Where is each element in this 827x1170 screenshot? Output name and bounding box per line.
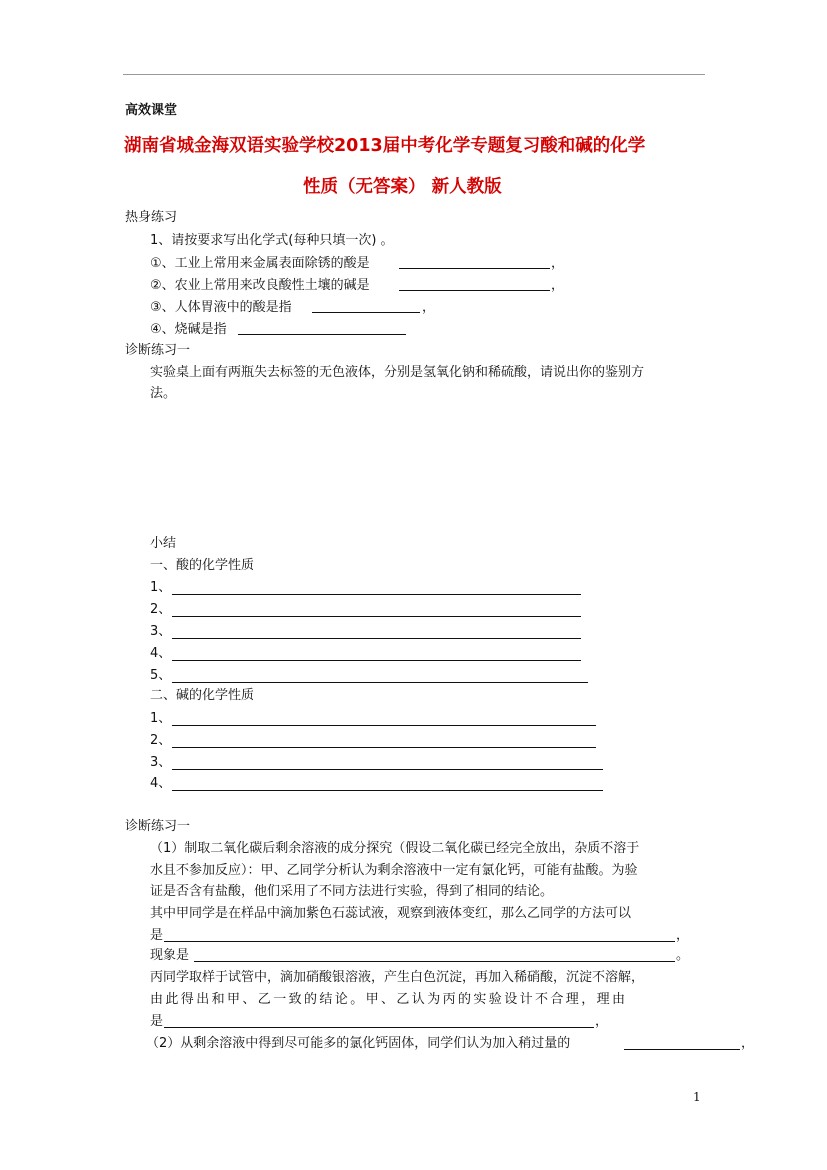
warmup-heading: 热身练习	[125, 210, 178, 225]
brand-label: 高效课堂	[125, 103, 178, 118]
answer-blank[interactable]	[194, 961, 675, 962]
comma: ，	[422, 300, 436, 315]
answer-prefix: 是	[150, 1014, 164, 1029]
answer-line[interactable]	[172, 790, 603, 791]
diagnostic1-line-2: 法。	[150, 386, 177, 401]
diagnostic2-paragraph-line: 证是否含有盐酸，他们采用了不同方法进行实验，得到了相同的结论。	[150, 884, 554, 899]
answer-blank[interactable]	[399, 290, 550, 291]
answer-blank[interactable]	[399, 268, 550, 269]
diagnostic1-line-1: 实验桌上面有两瓶失去标签的无色液体，分别是氢氧化钠和稀硫酸，请说出你的鉴别方	[150, 365, 645, 380]
phenomenon-label: 现象是	[150, 948, 190, 963]
summary-heading: 小结	[150, 536, 177, 551]
warmup-question-1: 1、请按要求写出化学式(每种只填一次) 。	[150, 233, 394, 248]
acid-properties-heading: 一、酸的化学性质	[150, 558, 255, 573]
answer-line[interactable]	[172, 725, 596, 726]
acid-item-number: 4、	[150, 646, 172, 661]
base-item-number: 2、	[150, 733, 172, 748]
comma: ，	[551, 256, 565, 271]
warmup-item-3: ③、人体胃液中的酸是指	[150, 300, 292, 315]
answer-blank[interactable]	[624, 1049, 740, 1050]
diagnostic2-paragraph-line: （1）制取二氧化碳后剩余溶液的成分探究（假设二氧化碳已经完全放出，杂质不溶于	[150, 841, 640, 856]
acid-item-number: 3、	[150, 624, 172, 639]
diagnostic2-heading: 诊断练习一	[125, 819, 191, 834]
header-rule	[123, 74, 705, 75]
answer-blank[interactable]	[164, 1027, 594, 1028]
document-title-line2: 性质（无答案） 新人教版	[303, 177, 502, 197]
diagnostic2-paragraph-line: 由此得出和甲、乙一致的结论。甲、乙认为丙的实验设计不合理，理由	[150, 992, 628, 1007]
warmup-item-4: ④、烧碱是指	[150, 322, 227, 337]
acid-item-number: 5、	[150, 668, 172, 683]
base-item-number: 3、	[150, 755, 172, 770]
comma: ，	[676, 928, 690, 943]
answer-line[interactable]	[172, 638, 581, 639]
period: 。	[676, 948, 690, 963]
diagnostic2-paragraph-line: 丙同学取样于试管中，滴加硝酸银溶液，产生白色沉淀，再加入稀硝酸，沉淀不溶解，	[150, 970, 645, 985]
answer-line[interactable]	[172, 594, 581, 595]
comma: ，	[741, 1036, 755, 1051]
base-item-number: 1、	[150, 711, 172, 726]
acid-item-number: 2、	[150, 602, 172, 617]
base-item-number: 4、	[150, 776, 172, 791]
diagnostic1-heading: 诊断练习一	[125, 343, 191, 358]
diagnostic2-paragraph-line: 其中甲同学是在样品中滴加紫色石蕊试液，观察到液体变红，那么乙同学的方法可以	[150, 906, 632, 921]
diagnostic2-question-2: （2）从剩余溶液中得到尽可能多的氯化钙固体，同学们认为加入稍过量的	[146, 1036, 571, 1051]
base-properties-heading: 二、碱的化学性质	[150, 688, 255, 703]
answer-blank[interactable]	[312, 312, 420, 313]
warmup-item-2: ②、农业上常用来改良酸性土壤的碱是	[150, 278, 370, 293]
comma: ，	[551, 278, 565, 293]
comma: ，	[595, 1014, 609, 1029]
answer-line[interactable]	[172, 769, 603, 770]
page-number: 1	[693, 1090, 701, 1104]
answer-blank[interactable]	[238, 334, 406, 335]
answer-blank[interactable]	[164, 941, 675, 942]
warmup-item-1: ①、工业上常用来金属表面除锈的酸是	[150, 256, 370, 271]
diagnostic2-paragraph-line: 水且不参加反应）：甲、乙同学分析认为剩余溶液中一定有氯化钙，可能有盐酸。为验	[150, 863, 638, 878]
answer-line[interactable]	[172, 660, 581, 661]
acid-item-number: 1、	[150, 580, 172, 595]
answer-line[interactable]	[172, 616, 581, 617]
answer-prefix: 是	[150, 928, 164, 943]
answer-line[interactable]	[172, 682, 588, 683]
answer-line[interactable]	[172, 747, 596, 748]
document-title-line1: 湖南省城金海双语实验学校2013届中考化学专题复习酸和碱的化学	[124, 136, 646, 156]
